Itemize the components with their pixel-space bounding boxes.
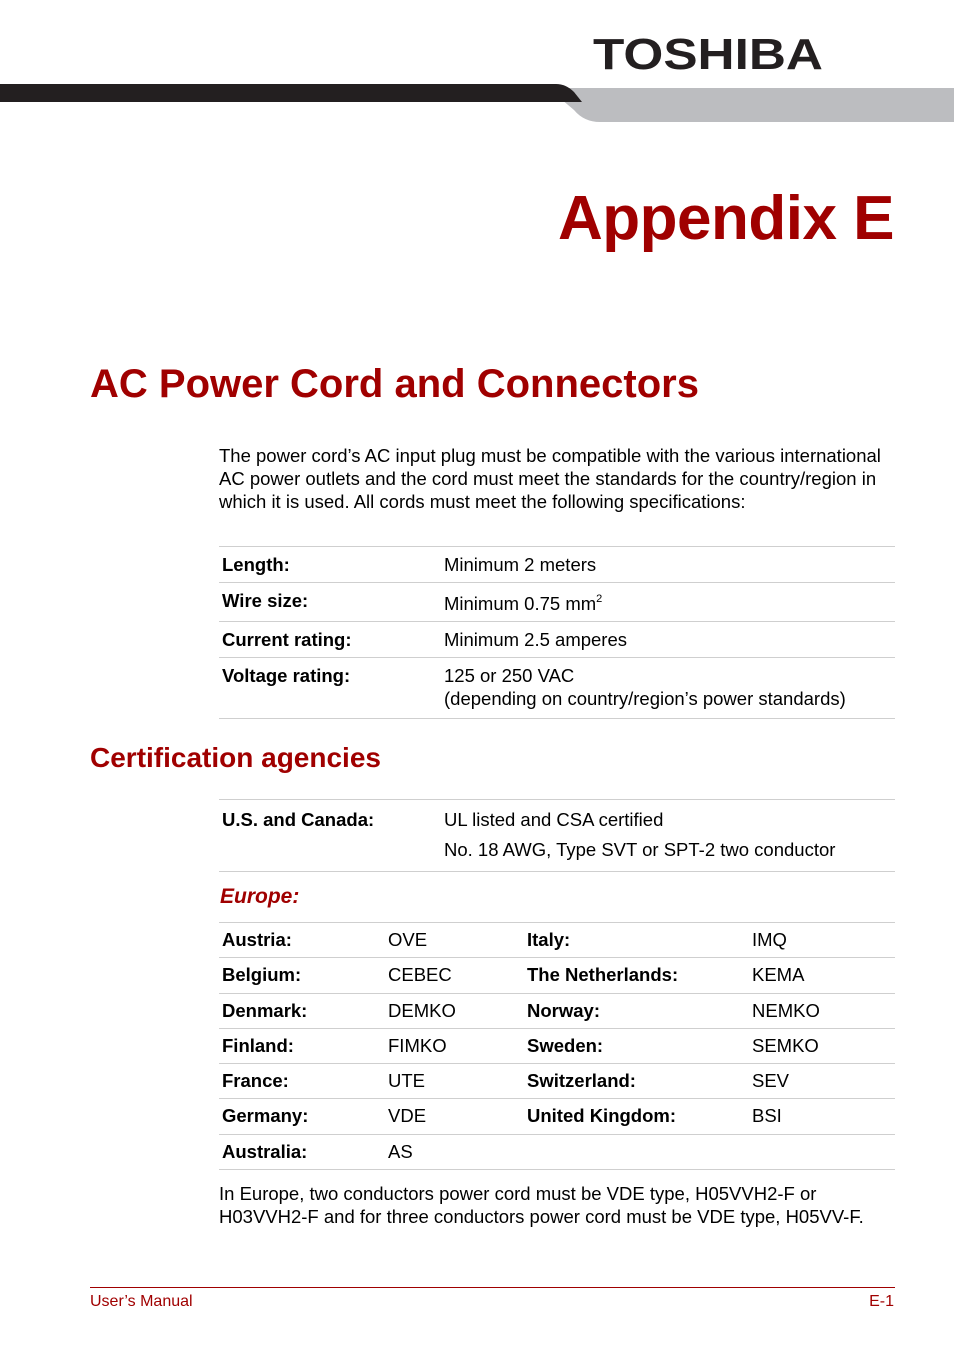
country-name: Germany: bbox=[219, 1099, 385, 1134]
agency-name: UTE bbox=[385, 1064, 524, 1099]
spec-value-cell bbox=[441, 583, 895, 622]
agency-name: FIMKO bbox=[385, 1028, 524, 1063]
country-name: The Netherlands: bbox=[524, 958, 749, 993]
section-title: AC Power Cord and Connectors bbox=[90, 362, 699, 406]
europe-table bbox=[219, 922, 895, 1170]
country-name: Italy: bbox=[524, 923, 749, 958]
country-name bbox=[524, 1134, 749, 1169]
spec-superscript: 2 bbox=[596, 593, 603, 605]
country-name: Austria: bbox=[219, 923, 385, 958]
table-row bbox=[219, 1134, 895, 1169]
footer-rule bbox=[90, 1287, 895, 1288]
us-canada-line: UL listed and CSA certified bbox=[444, 809, 664, 830]
us-canada-label: U.S. and Canada: bbox=[219, 800, 441, 872]
agency-name: IMQ bbox=[749, 923, 895, 958]
agency-name: CEBEC bbox=[385, 958, 524, 993]
table-row bbox=[219, 1064, 895, 1099]
table-row bbox=[219, 923, 895, 958]
header-band-dark bbox=[0, 84, 582, 102]
europe-label: Europe: bbox=[220, 885, 300, 908]
table-row bbox=[219, 993, 895, 1028]
table-row bbox=[219, 1099, 895, 1134]
spec-table bbox=[219, 546, 895, 719]
toshiba-logo bbox=[592, 33, 824, 75]
agency-name: NEMKO bbox=[749, 993, 895, 1028]
spec-value: Minimum 2 meters bbox=[441, 547, 895, 583]
us-canada-table bbox=[219, 799, 895, 872]
table-row bbox=[219, 958, 895, 993]
spec-value: 125 or 250 VAC bbox=[444, 665, 575, 686]
agency-name: SEV bbox=[749, 1064, 895, 1099]
agency-name: AS bbox=[385, 1134, 524, 1169]
closing-paragraph: In Europe, two conductors power cord must be VDE type, H05VVH2-F or H03VVH2-F and for three conductors power cord must be VDE type, H05VV-F. bbox=[219, 1183, 864, 1227]
country-name: Norway: bbox=[524, 993, 749, 1028]
us-canada-values bbox=[441, 800, 895, 872]
agency-name bbox=[749, 1134, 895, 1169]
table-row bbox=[219, 622, 895, 658]
country-name: France: bbox=[219, 1064, 385, 1099]
spec-label: Current rating: bbox=[219, 622, 441, 658]
header-band-light bbox=[548, 88, 954, 122]
page-title: Appendix E bbox=[557, 184, 894, 253]
agency-name: VDE bbox=[385, 1099, 524, 1134]
country-name: Denmark: bbox=[219, 993, 385, 1028]
intro-paragraph: The power cord’s AC input plug must be compatible with the various international AC power outlets and the cord must meet the standards for the country/region in which it is used. All cords must meet the following specifications: bbox=[219, 445, 881, 512]
country-name: United Kingdom: bbox=[524, 1099, 749, 1134]
table-row bbox=[219, 800, 895, 872]
country-name: Sweden: bbox=[524, 1028, 749, 1063]
country-name: Switzerland: bbox=[524, 1064, 749, 1099]
spec-label: Voltage rating: bbox=[219, 658, 441, 719]
spec-label: Wire size: bbox=[219, 583, 441, 622]
agency-name: DEMKO bbox=[385, 993, 524, 1028]
spec-value-cell bbox=[441, 658, 895, 719]
country-name: Belgium: bbox=[219, 958, 385, 993]
country-name: Finland: bbox=[219, 1028, 385, 1063]
spec-value: Minimum 2.5 amperes bbox=[441, 622, 895, 658]
country-name: Australia: bbox=[219, 1134, 385, 1169]
agency-name: OVE bbox=[385, 923, 524, 958]
us-canada-line: No. 18 AWG, Type SVT or SPT-2 two conductor bbox=[444, 839, 836, 860]
spec-value: Minimum 0.75 mm bbox=[444, 593, 597, 614]
certification-title: Certification agencies bbox=[90, 742, 381, 773]
header-band bbox=[0, 84, 954, 124]
table-row bbox=[219, 583, 895, 622]
spec-label: Length: bbox=[219, 547, 441, 583]
spec-value-note: (depending on country/region’s power standards) bbox=[444, 688, 846, 709]
footer-page-number: E-1 bbox=[869, 1293, 894, 1310]
agency-name: SEMKO bbox=[749, 1028, 895, 1063]
footer-manual-label: User’s Manual bbox=[90, 1293, 193, 1310]
agency-name: KEMA bbox=[749, 958, 895, 993]
toshiba-logo-text: TOSHIBA bbox=[593, 33, 823, 75]
table-row bbox=[219, 547, 895, 583]
table-row bbox=[219, 1028, 895, 1063]
agency-name: BSI bbox=[749, 1099, 895, 1134]
table-row bbox=[219, 658, 895, 719]
